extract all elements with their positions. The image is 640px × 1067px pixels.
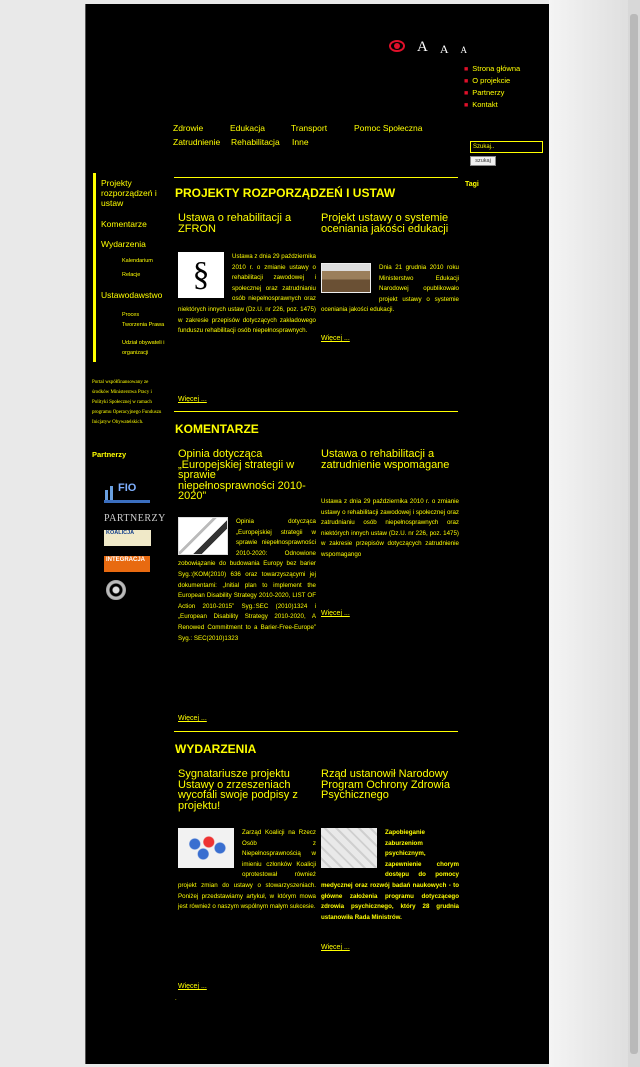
article-title[interactable]: Rząd ustanowił Narodowy Program Ochrony Zdrowia Psychicznego	[321, 768, 450, 801]
bullet-icon: ■	[464, 78, 469, 85]
category-zdrowie[interactable]: Zdrowie	[173, 123, 204, 133]
article-title[interactable]: Projekt ustawy o systemie oceniania jakości edukacji	[321, 212, 449, 235]
section-title-wydarzenia: WYDARZENIA	[175, 742, 257, 756]
article-title[interactable]: Ustawa o rehabilitacji a ZFRON	[178, 212, 292, 235]
read-more-link[interactable]: Więcej ...	[321, 335, 350, 342]
read-more-link[interactable]: Więcej ...	[321, 944, 350, 951]
funding-note: Portal współfinansowany ze środków Ministerstwa Pracy i Polityki Społecznej w ramach programu Operacyjnego Funduszu Inicjatyw Obywatelskich.	[92, 380, 162, 425]
sidebar-subitem-relacje[interactable]: Relacje	[93, 266, 165, 286]
page-background-right	[549, 0, 640, 1067]
search-input[interactable]: Szukaj..	[470, 141, 543, 153]
bullet-icon: ■	[464, 90, 469, 97]
read-more-link[interactable]: Więcej ...	[178, 715, 207, 722]
tags-title: Tagi	[465, 181, 479, 188]
scrollbar-thumb[interactable]	[630, 14, 638, 1054]
sidebar-item-komentarze[interactable]: Komentarze	[93, 214, 165, 235]
category-zatrudnienie[interactable]: Zatrudnienie	[173, 137, 221, 147]
top-menu-item-home[interactable]: ■ Strona główna	[464, 64, 521, 73]
article-image	[321, 263, 371, 293]
category-inne[interactable]: Inne	[292, 137, 309, 147]
read-more-link[interactable]: Więcej ...	[178, 396, 207, 403]
sidebar-subitem-udzial[interactable]: Udział obywateli i organizacji	[93, 334, 165, 362]
partners-title: Partnerzy	[92, 450, 127, 459]
section-divider	[174, 731, 458, 732]
font-size-medium-button[interactable]: A	[439, 42, 449, 56]
contrast-eye-icon[interactable]	[389, 40, 405, 52]
sidebar-subitem-kalendarium[interactable]: Kalendarium	[93, 253, 165, 266]
section-divider	[174, 411, 458, 412]
article-image	[178, 517, 228, 555]
read-more-link[interactable]: Więcej ...	[178, 983, 207, 990]
footer-dot: .	[175, 996, 177, 1002]
article-excerpt: Dnia 21 grudnia 2010 roku Ministerstwo Edukacji Narodowej opublikowało projekt ustawy o systemie oceniania jakości edukacji.	[321, 264, 459, 314]
sidebar-item-wydarzenia[interactable]: Wydarzenia	[93, 235, 165, 253]
sidebar-subitem-proces[interactable]: Proces Tworzenia Prawa	[93, 306, 165, 334]
article-excerpt: § Ustawa z dnia 29 października 2010 r. o zmianie ustawy o rehabilitacji zawodowej i społecznej oraz zatrudnianiu osób niepełnosprawnych oraz niektórych innych ustaw (Dz.U. nr 226, poz. 1475) w zakresie przepisów dotyczących zakładowego funduszu rehabilitacji osób niepełnosprawnych.	[178, 253, 316, 335]
sidebar	[93, 173, 165, 362]
category-pomoc-spoleczna[interactable]: Pomoc Społeczna	[354, 123, 423, 133]
section-title-projekty: PROJEKTY ROZPORZĄDZEŃ I USTAW	[175, 186, 396, 200]
font-size-small-button[interactable]: A	[460, 45, 468, 55]
article-title[interactable]: Opinia dotycząca „Europejskiej strategii w sprawie niepełnosprawności 2010-2020”	[178, 448, 306, 502]
top-menu-item-about[interactable]: ■ O projekcie	[464, 76, 511, 85]
read-more-link[interactable]: Więcej ...	[321, 610, 350, 617]
paragraph-law-icon: §	[178, 252, 224, 298]
category-edukacja[interactable]: Edukacja	[230, 123, 265, 133]
partner-logo-integracja[interactable]: INTEGRACJA	[104, 556, 150, 572]
article-excerpt: Ustawa z dnia 29 października 2010 r. o zmianie ustawy o rehabilitacji zawodowej i społecznej oraz zatrudnianiu osób niepełnosprawnych oraz niektórych innych ustaw (Dz.U. nr 226, poz. 1475) w zakresie przepisów dotyczących zatrudnienie wspomagango	[321, 498, 459, 558]
article-excerpt: Opinia dotycząca „Europejskiej strategii w sprawie niepełnosprawności 2010-2020: Odnowione zobowiązanie do budowania Europy bez barier Syg.:(KOM(2010) 636 oraz towarzyszącymi jej dokumentami: „Initial plan to implement the European Disability Strategy 2010-2020, LIST OF Action 2010-2015” Syg.:SEC (2010)1324 i „European Disability Strategy 2010-2020, A Renowed Commitment to a Barier-Free-Europe” Syg.: SEC(2010)1323	[178, 518, 316, 642]
article-excerpt: Zapobieganie zaburzeniom psychicznym, zapewnienie chorym dostępu do pomocy medycznej oraz rozwój badań naukowych - to główne założenia programu dotyczącego zdrowia psychicznego, który 28 grudnia ustanowiła Rada Ministrów.	[321, 829, 459, 921]
partner-seal-icon[interactable]	[106, 580, 126, 600]
top-menu	[464, 63, 520, 111]
top-menu-item-partners[interactable]: ■ Partnerzy	[464, 88, 505, 97]
top-menu-item-contact[interactable]: ■ Kontakt	[464, 100, 498, 109]
article-title[interactable]: Ustawa o rehabilitacji a zatrudnienie wspomagane	[321, 448, 450, 471]
article-image	[178, 828, 234, 868]
font-size-large-button[interactable]: A	[417, 39, 428, 55]
partner-logo-partnerzy[interactable]: PARTNERZY	[104, 513, 166, 524]
sidebar-item-projekty[interactable]: Projekty rozporządzeń i ustaw	[93, 173, 165, 214]
accessibility-controls	[389, 40, 467, 55]
article-title[interactable]: Sygnatariusze projektu Ustawy o zrzeszeniach wycofali swoje podpisy z projektu!	[178, 768, 298, 812]
search-button[interactable]: szukaj	[470, 156, 496, 166]
bullet-icon: ■	[464, 102, 469, 109]
section-title-komentarze: KOMENTARZE	[175, 422, 259, 436]
section-divider	[174, 177, 458, 178]
article-image	[321, 828, 377, 868]
article-excerpt: Zarząd Koalicji na Rzecz Osób z Niepełnosprawnością w imieniu członków Koalicji oprotestował również projekt zmian do ustawy o stowarzyszeniach. Poniżej przedstawiamy artykuł, w którym mowa jest również o naszym wspólnym małym sukcesie.	[178, 829, 316, 911]
partner-logo-koalicja[interactable]: KOALICJA	[104, 530, 151, 546]
category-rehabilitacja[interactable]: Rehabilitacja	[231, 137, 280, 147]
category-transport[interactable]: Transport	[291, 123, 328, 133]
bullet-icon: ■	[464, 66, 469, 73]
partner-logo-fio[interactable]: FIO	[104, 482, 150, 504]
sidebar-item-ustawodawstwo[interactable]: Ustawodawstwo	[93, 286, 165, 306]
